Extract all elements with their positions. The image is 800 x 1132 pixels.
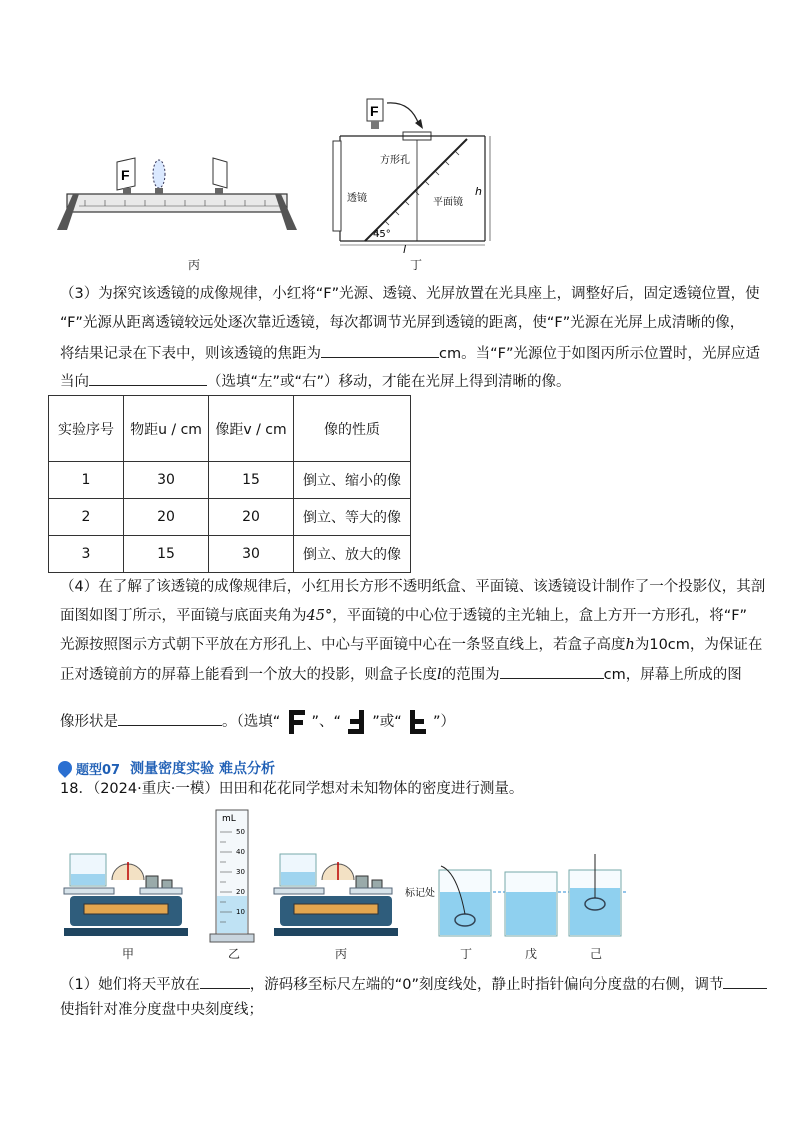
table-cell: 倒立、等大的像 (294, 499, 411, 536)
answer-blank-focal-length[interactable] (321, 341, 439, 358)
q4-text-3b: 为 (634, 637, 650, 653)
table-header: 像的性质 (294, 396, 411, 462)
q4-line2 (60, 605, 750, 627)
figure-bing-balance (272, 850, 402, 942)
answer-blank-direction[interactable] (89, 369, 207, 386)
table-cell: 20 (124, 499, 209, 536)
caption-ding-2: 丁 (460, 947, 473, 961)
answer-blank-surface[interactable] (200, 972, 250, 989)
caption-ji: 己 (590, 947, 603, 961)
answer-blank-image-shape[interactable] (118, 709, 222, 726)
graduated-cylinder-illustration (208, 808, 256, 944)
q4-height-value: 10cm (649, 637, 690, 653)
q3-text-3b: cm。当“F”光源位于如图丙所示位置时，光屏应适 (439, 346, 760, 362)
table-header-row (49, 396, 411, 462)
table-cell: 15 (124, 536, 209, 573)
cylinder-tick: 40 (236, 848, 245, 856)
figure-beakers (405, 852, 630, 942)
q3-text-4b: （选填“左”或“右”）移动，才能在光屏上得到清晰的像。 (207, 374, 571, 390)
glyph-f-inverted-icon (406, 708, 428, 736)
label-pingmianjing: 平面镜 (433, 197, 463, 208)
caption-yi: 乙 (228, 947, 241, 961)
f-letter-ding: F (370, 103, 379, 119)
table-row (49, 536, 411, 573)
q4-text-5c: ”、“ (311, 714, 342, 730)
q4-text-5d: ”或“ (372, 714, 402, 730)
cylinder-tick: 30 (236, 868, 245, 876)
q4-text-1: （4）在了解了该透镜的成像规律后，小红用长方形不透明纸盒、平面镜、该透镜设计制作了一个投影仪，其剖 (60, 579, 766, 595)
q4-text-4b: 的范围为 (441, 667, 500, 683)
table-cell: 3 (49, 536, 124, 573)
q4-angle: 45° (306, 608, 333, 624)
section-header (58, 758, 275, 778)
f-letter-bing: F (121, 167, 130, 183)
q3-text-2: “F”光源从距离透镜较远处逐次靠近透镜，每次都调节光屏到透镜的距离，使“F”光源在光屏上成清晰的像， (60, 315, 745, 331)
q4-text-3c: ，为保证在 (689, 637, 763, 653)
label-fangxingkong: 方形孔 (380, 155, 410, 166)
q4-l: l (437, 667, 442, 683)
optical-bench-illustration (55, 150, 305, 240)
q3-text-4a: 当向 (60, 374, 89, 390)
caption-wu: 戊 (525, 947, 538, 961)
q3-line3 (60, 341, 760, 365)
section-tag: 题型07 (76, 762, 121, 778)
q3-line1 (60, 283, 760, 305)
q4-text-2a: 面图如图丁所示，平面镜与底面夹角为 (60, 608, 307, 624)
q4-text-5a: 像形状是 (60, 714, 118, 730)
label-toujing: 透镜 (347, 193, 367, 204)
q3-text-3a: 将结果记录在下表中，则该透镜的焦距为 (60, 346, 321, 362)
table-cell: 30 (124, 462, 209, 499)
figure-yi-cylinder (208, 808, 256, 944)
table-cell: 15 (209, 462, 294, 499)
table-cell: 2 (49, 499, 124, 536)
answer-blank-adjust[interactable] (723, 972, 767, 989)
figure-ding (325, 95, 495, 255)
glyph-f-rotated-icon (346, 708, 368, 736)
figure-bing (55, 150, 305, 240)
q4-line4 (60, 662, 750, 686)
caption-bing: 丙 (188, 258, 201, 272)
label-angle: 45° (373, 229, 391, 240)
q4-text-3a: 光源按照图示方式朝下平放在方形孔上、中心与平面镜中心在一条竖直线上，若盒子高度 (60, 637, 626, 653)
table-row (49, 499, 411, 536)
table-cell: 倒立、缩小的像 (294, 462, 411, 499)
table-cell: 20 (209, 499, 294, 536)
q4-line3 (60, 634, 763, 656)
figure-jia-balance (62, 850, 192, 942)
q4-line1 (60, 576, 766, 598)
q18-sub1-text-c: 使指针对准分度盘中央刻度线； (60, 1002, 263, 1018)
cylinder-unit: mL (222, 814, 236, 824)
table-cell: 30 (209, 536, 294, 573)
q4-text-4c: cm，屏幕上所成的图 (603, 667, 742, 683)
caption-bing-2: 丙 (335, 947, 348, 961)
section-title: 测量密度实验 难点分析 (130, 761, 275, 777)
q18-sub1-line1 (60, 972, 750, 996)
cylinder-tick: 50 (236, 828, 245, 836)
q3-text-1: （3）为探究该透镜的成像规律，小红将“F”光源、透镜、光屏放置在光具座上，调整好后，固定透镜位置，使 (60, 286, 760, 302)
location-pin-icon (55, 758, 75, 778)
q18-sub1-text-a: （1）她们将天平放在 (60, 977, 200, 993)
glyph-f-upright-icon (285, 708, 307, 736)
q3-line2 (60, 312, 750, 334)
label-h: h (475, 185, 482, 198)
beakers-illustration (405, 852, 630, 942)
q4-line5 (60, 708, 750, 736)
q18-stem (60, 778, 750, 800)
q4-text-2b: ，平面镜的中心位于透镜的主光轴上，盒上方开一方形孔，将“F” (332, 608, 748, 624)
q4-text-4a: 正对透镜前方的屏幕上能看到一个放大的投影，则盒子长度 (60, 667, 437, 683)
q18-sub1-line2 (60, 999, 750, 1021)
q4-h: h (625, 637, 635, 653)
q3-line4 (60, 369, 750, 393)
table-header: 实验序号 (49, 396, 124, 462)
mark-label: 标记处 (405, 888, 435, 899)
balance-illustration (272, 850, 402, 942)
q18-stem-text: 18．（2024·重庆·一模）田田和花花同学想对未知物体的密度进行测量。 (60, 781, 524, 797)
projector-cross-section (325, 95, 495, 255)
q18-sub1-text-b: ，游码移至标尺左端的“0”刻度线处，静止时指针偏向分度盘的右侧，调节 (249, 977, 724, 993)
cylinder-tick: 10 (236, 908, 245, 916)
table-row (49, 462, 411, 499)
q4-text-5b: 。（选填“ (222, 714, 281, 730)
table-cell: 1 (49, 462, 124, 499)
answer-blank-length-range[interactable] (500, 662, 604, 679)
cylinder-tick: 20 (236, 888, 245, 896)
balance-illustration (62, 850, 192, 942)
label-l: l (403, 243, 407, 255)
q4-text-5e: ”） (432, 714, 455, 730)
caption-jia: 甲 (122, 947, 135, 961)
experiment-table (48, 395, 411, 573)
table-header: 物距u / cm (124, 396, 209, 462)
caption-ding: 丁 (410, 258, 423, 272)
table-header: 像距v / cm (209, 396, 294, 462)
table-cell: 倒立、放大的像 (294, 536, 411, 573)
